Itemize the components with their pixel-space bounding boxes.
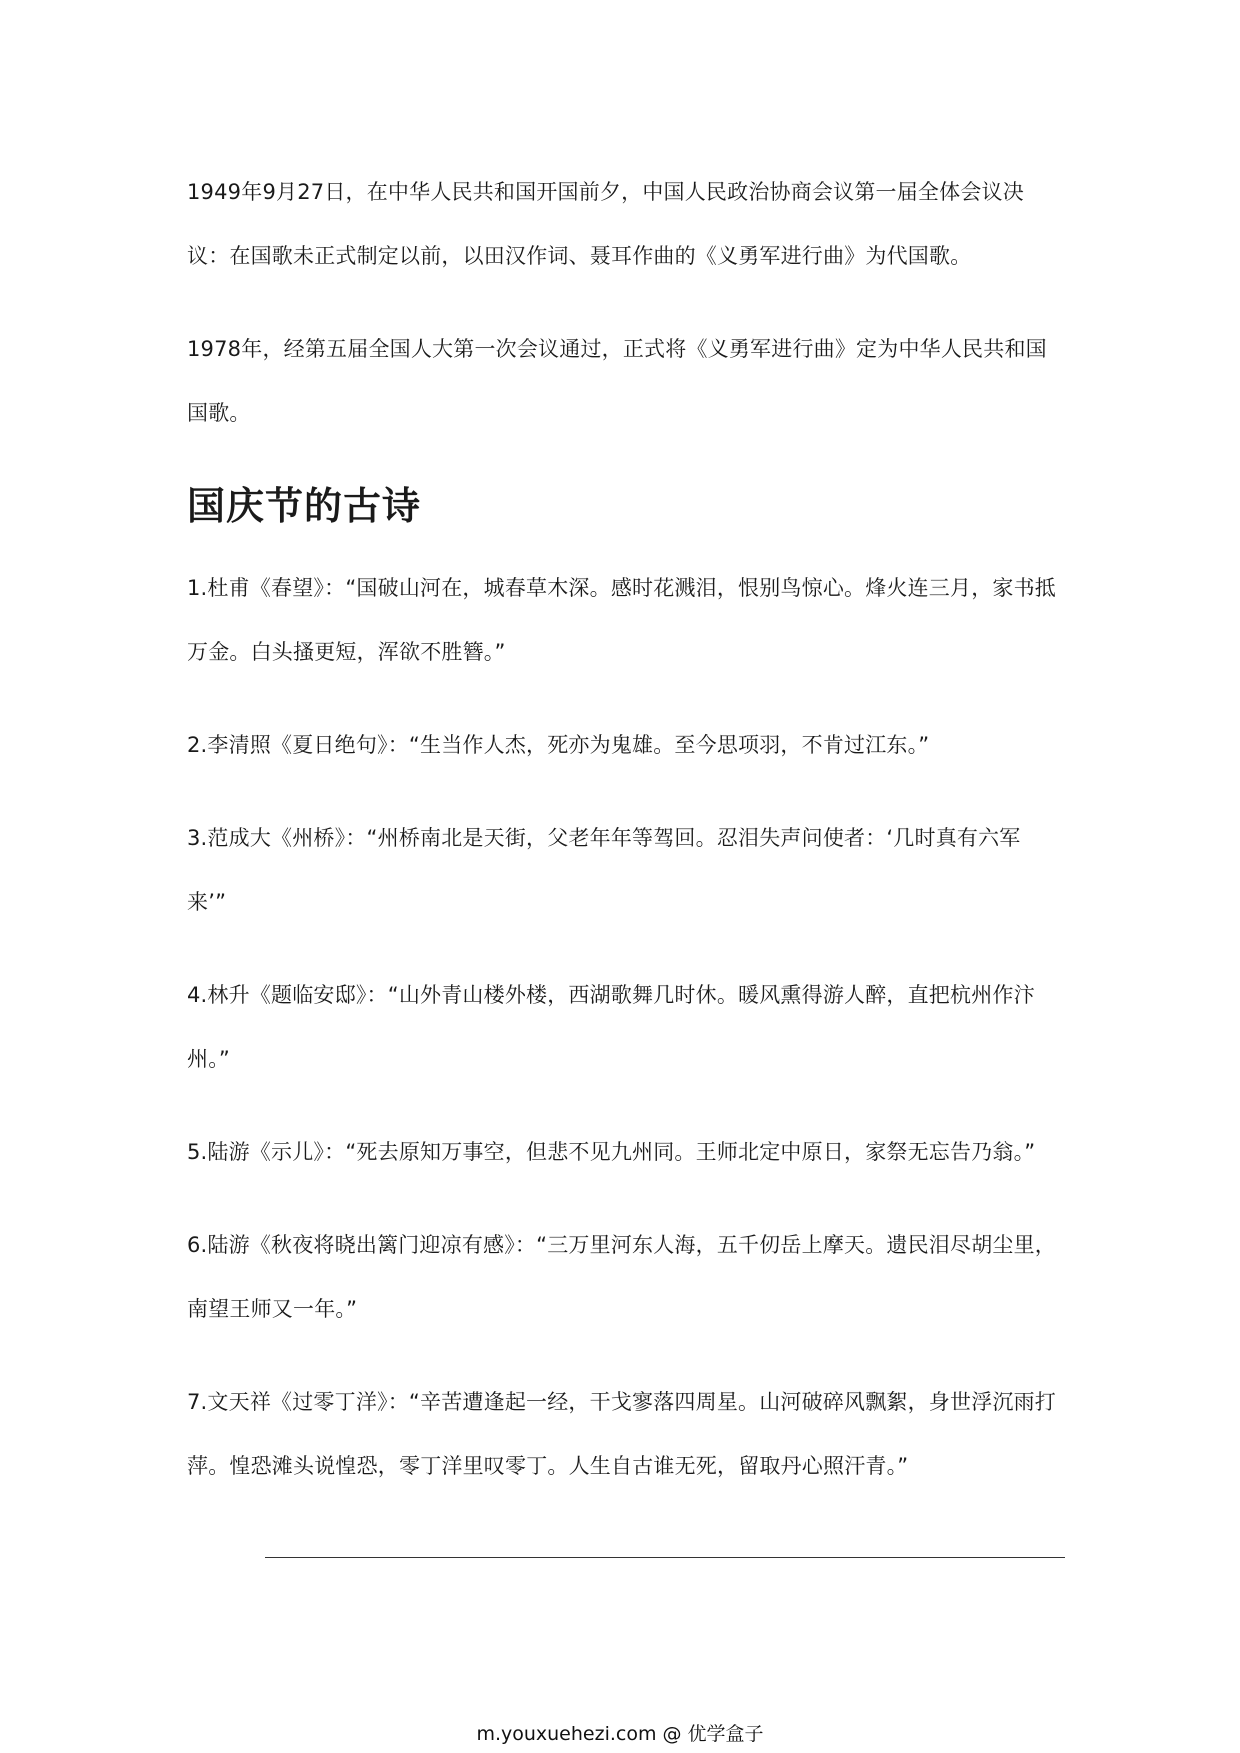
poem-list — [187, 556, 1057, 1498]
section-heading: 国庆节的古诗 — [187, 484, 422, 528]
poem-item-4: 4.林升《题临安邸》：“山外青山楼外楼，西湖歌舞几时休。暖风熏得游人醉，直把杭州作汴州。” — [187, 983, 1035, 1071]
intro-paragraph-2: 1978年，经第五届全国人大第一次会议通过，正式将《义勇军进行曲》定为中华人民共和国国歌。 — [187, 337, 1047, 425]
poem-item-6: 6.陆游《秋夜将晓出篱门迎凉有感》：“三万里河东人海，五千仞岳上摩天。遗民泪尽胡尘里，南望王师又一年。” — [187, 1233, 1057, 1321]
poem-item-5: 5.陆游《示儿》：“死去原知万事空，但悲不见九州同。王师北定中原日，家祭无忘告乃翁。” — [187, 1140, 1036, 1164]
intro-paragraph-1: 1949年9月27日，在中华人民共和国开国前夕，中国人民政治协商会议第一届全体会议决议：在国歌未正式制定以前，以田汉作词、聂耳作曲的《义勇军进行曲》为代国歌。 — [187, 180, 1024, 268]
poem-item-1: 1.杜甫《春望》：“国破山河在，城春草木深。感时花溅泪，恨别鸟惊心。烽火连三月，家书抵万金。白头搔更短，浑欲不胜簪。” — [187, 576, 1057, 664]
footer-divider — [265, 1557, 1065, 1558]
poem-item-3: 3.范成大《州桥》：“州桥南北是天街，父老年年等驾回。忍泪失声问使者：‘几时真有六军来’” — [187, 826, 1021, 914]
footer-source-text: m.youxuehezi.com @ 优学盒子 — [476, 1723, 764, 1745]
poem-item-7: 7.文天祥《过零丁洋》：“辛苦遭逢起一经，干戈寥落四周星。山河破碎风飘絮，身世浮沉雨打萍。惶恐滩头说惶恐，零丁洋里叹零丁。人生自古谁无死，留取丹心照汗青。” — [187, 1390, 1057, 1478]
document-content — [187, 160, 1057, 1527]
poem-item-2: 2.李清照《夏日绝句》：“生当作人杰，死亦为鬼雄。至今思项羽，不肯过江东。” — [187, 733, 930, 757]
